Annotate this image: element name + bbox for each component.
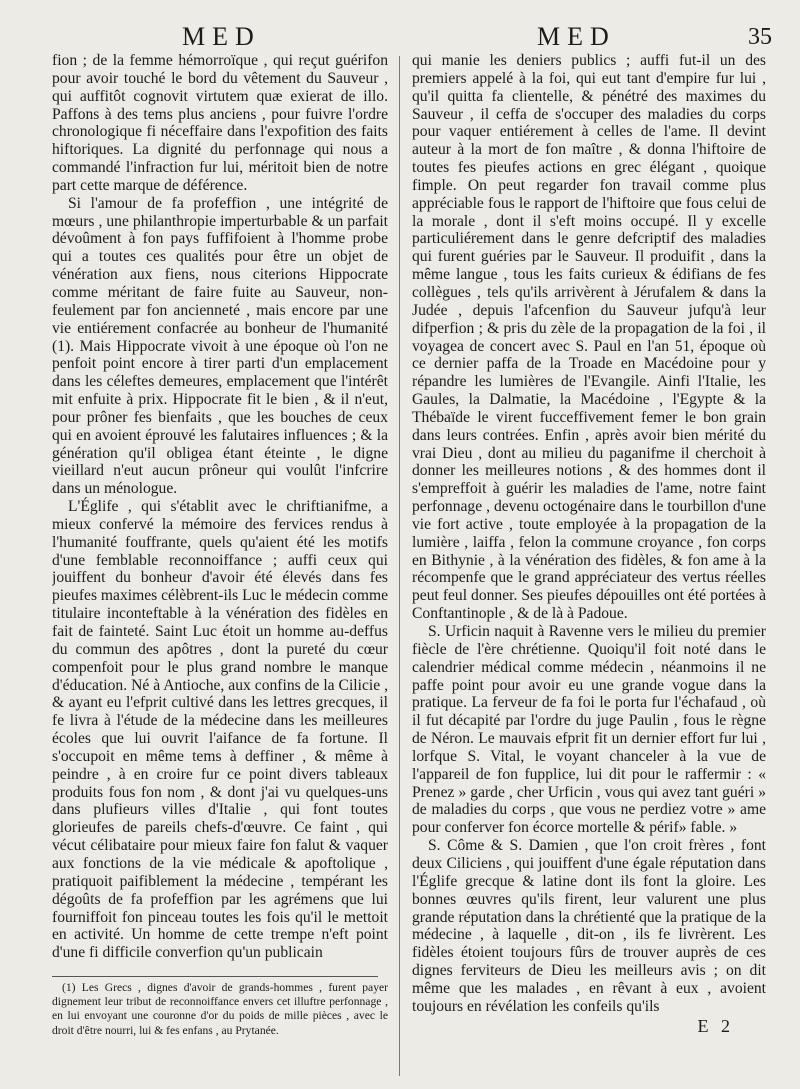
signature-mark: E 2 bbox=[697, 1016, 734, 1036]
page-number: 35 bbox=[748, 24, 772, 50]
paragraph: Si l'amour de fa profeffion , une intégrité de mœurs , une philanthropie imperturbable & un parfait dévoûment à fon pays fuffifoient à l'homme probe qui a toutes ces qualités pour être un objet de vénération aux fiens, nous citerions Hippocrate comme méritant de faire fuite au Sauveur, non-feulement par fon ancienneté , mais encore par une vie entiérement confacrée au bonheur de l'humanité (1). Mais Hippocrate vivoit à une époque où l'on ne penfoit point encore à tirer parti d'un emplacement dans les céleftes demeures, emplacement que l'intérêt mit enfuite à prix. Hippocrate fit le bien , & il n'eut, pour prôner fes bienfaits , que les bouches de ceux qui en avoient éprouvé les falutaires influences ; & la génération qu'il obligea étant éteinte , le digne vieillard n'eut aucun prôneur qui voulût l'infcrire dans un ménologue. bbox=[52, 194, 388, 498]
footnote: (1) Les Grecs , dignes d'avoir de grands-hommes , furent payer dignement leur tribut de reconnoiffance envers cet illuftre perfonnage , en lui envoyant une couronne d'or du poids de mille pièces , avec le droit d'être nourri, lui & fes enfans , au Prytanée. bbox=[52, 981, 388, 1037]
paragraph: S. Côme & S. Damien , que l'on croit frères , font deux Ciliciens , qui jouiffent d'une égale réputation dans l'Églife grecque & latine dont ils font la gloire. Les bonnes œuvres qu'ils firent, leur valurent une plus grande réputation dans la chrétienté que la pratique de la médecine , à laquelle , dit-on , ils fe livrèrent. Les fidèles étoient toujours fûrs de trouver auprès de ces dignes ferviteurs de Dieu les meilleurs avis ; on dit même que les malades , en rêvant à eux , avoient toujours en révélation les confeils qu'ils bbox=[412, 837, 766, 1015]
paragraph: L'Églife , qui s'établit avec le chriftianifme, a mieux confervé la mémoire des fervices rendus à l'humanité fouffrante, quels qu'aient été les motifs d'une femblable reconnoiffance ; auffi ceux qui jouiffent du bonheur d'avoir été élevés dans fes pieufes maximes célèbrent-ils Luc le médecin comme titulaire inconteftable à la vénération des fidèles en fait de fainteté. Saint Luc étoit un homme au-deffus du commun des apôtres , dont la pureté du cœur compenfoit pour le plus grand nombre le manque d'éducation. Né à Antioche, aux confins de la Cilicie , & ayant eu l'efprit cultivé dans les lettres grecques, il fe livra à l'étude de la médecine dans les meilleures écoles que lui ouvrit l'aifance de fa fortune. Il s'occupoit en même tems à deffiner , & même à peindre , à en croire fur ce point divers tableaux produits fous fon nom , & dont j'ai vu quelques-uns dans plufieurs villes d'Italie , qui font toutes glorieufes de pareils chefs-d'œuvre. Ce faint , qui vécut célibataire pour mieux faire fon falut & vaquer aux fonctions de la vie médicale & apoftolique , pratiquoit paifiblement la médecine , tempérant les dégoûts de fa profeffion par les agrémens que lui fourniffoit fon pinceau toutes les fois qu'il le mettoit en activité. Un homme de cette trempe n'eft point d'une fi difficile converfion qu'un publicain bbox=[52, 498, 388, 962]
left-column bbox=[52, 52, 388, 1082]
paragraph: qui manie les deniers publics ; auffi fut-il un des premiers appelé à la foi, qui eut tant d'empire fur lui , qu'il quitta fa clientelle, & pénétré des maximes du Sauveur , il ceffa de s'occuper des maladies du corps pour vaquer entiérement à celles de l'ame. Il devint auteur à la mort de fon maître , & donna l'hiftoire de toutes fes pieufes actions en grec élégant , quoique fimple. On peut regarder fon travail comme plus appréciable fous le rapport de l'hiftoire que fous celui de la morale , dont il s'eft moins occupé. Il y excelle particuliérement dans le genre defcriptif des maladies qui furent guéries par le Sauveur. Il produifit , dans la même langue , tous les faits curieux & édifians de fes collègues , tels qu'ils arrivèrent à Jérufalem & dans la Judée , depuis l'afcenfion du Sauveur jufqu'à leur difperfion ; & pris du zèle de la propagation de la foi , il voyagea de concert avec S. Paul en l'an 51, époque où ce dernier paffa de la Troade en Macédoine pour y répandre les lumières de l'Evangile. Ainfi l'Italie, les Gaules, la Dalmatie, la Macédoine , l'Egypte & la Thébaïde le virent fucceffivement femer le bon grain dans leurs contrées. Enfin , après avoir bien mérité du vrai Dieu , dont au milieu du paganifme il cherchoit à donner les meilleures notions , & des hommes dont il s'empreffoit à guérir les maladies de l'ame, notre faint perfonnage , devenu octogénaire dans le tourbillon d'une vie fort active , toute employée à la propagation de la lumière , laiffa , felon la commune croyance , fon corps en Bithynie , à la vénération des fidèles, & fon ame à la récompenfe que le grand appréciateur des vertus réelles peut feul donner. Ses pieufes dépouilles ont été portées à Conftantinople , & de là à Padoue. bbox=[412, 52, 766, 623]
right-column bbox=[412, 52, 766, 1062]
paragraph: fion ; de la femme hémorroïque , qui reçut guérifon pour avoir touché le bord du vêtement du Sauveur , qui auffitôt cognovit virtutem quæ exierat de illo. Paffons à des tems plus anciens , pour fuivre l'ordre chronologique fi néceffaire dans l'expofition des faits hiftoriques. La dignité du perfonnage qui nous a commandé l'infraction fur lui, méritoit bien de notre part cette marque de déférence. bbox=[52, 52, 388, 194]
header-right: MED bbox=[537, 22, 616, 51]
column-divider bbox=[399, 56, 400, 1076]
paragraph: S. Urficin naquit à Ravenne vers le milieu du premier fiècle de l'ère chrétienne. Quoiqu'il foit noté dans le calendrier médical comme médecin , néanmoins il ne paffe point pour avoir eu une grande vogue dans la pratique. La ferveur de fa foi le porta fur l'échafaud , où il fut décapité par l'ordre du juge Paulin , fous le règne de Néron. Le mauvais efprit fit un dernier effort fur lui , lorfque S. Vital, le voyant chanceler à la vue de l'appareil de fon fupplice, lui dit pour le raffermir : « Prenez » garde , cher Urficin , vous qui avez tant guéri » de maladies du corps , que vous ne perdiez votre » ame pour conferver fon écorce mortelle & périf» fable. » bbox=[412, 623, 766, 837]
header-left: MED bbox=[182, 22, 261, 51]
running-header bbox=[0, 22, 800, 52]
footnote-divider bbox=[52, 976, 378, 977]
